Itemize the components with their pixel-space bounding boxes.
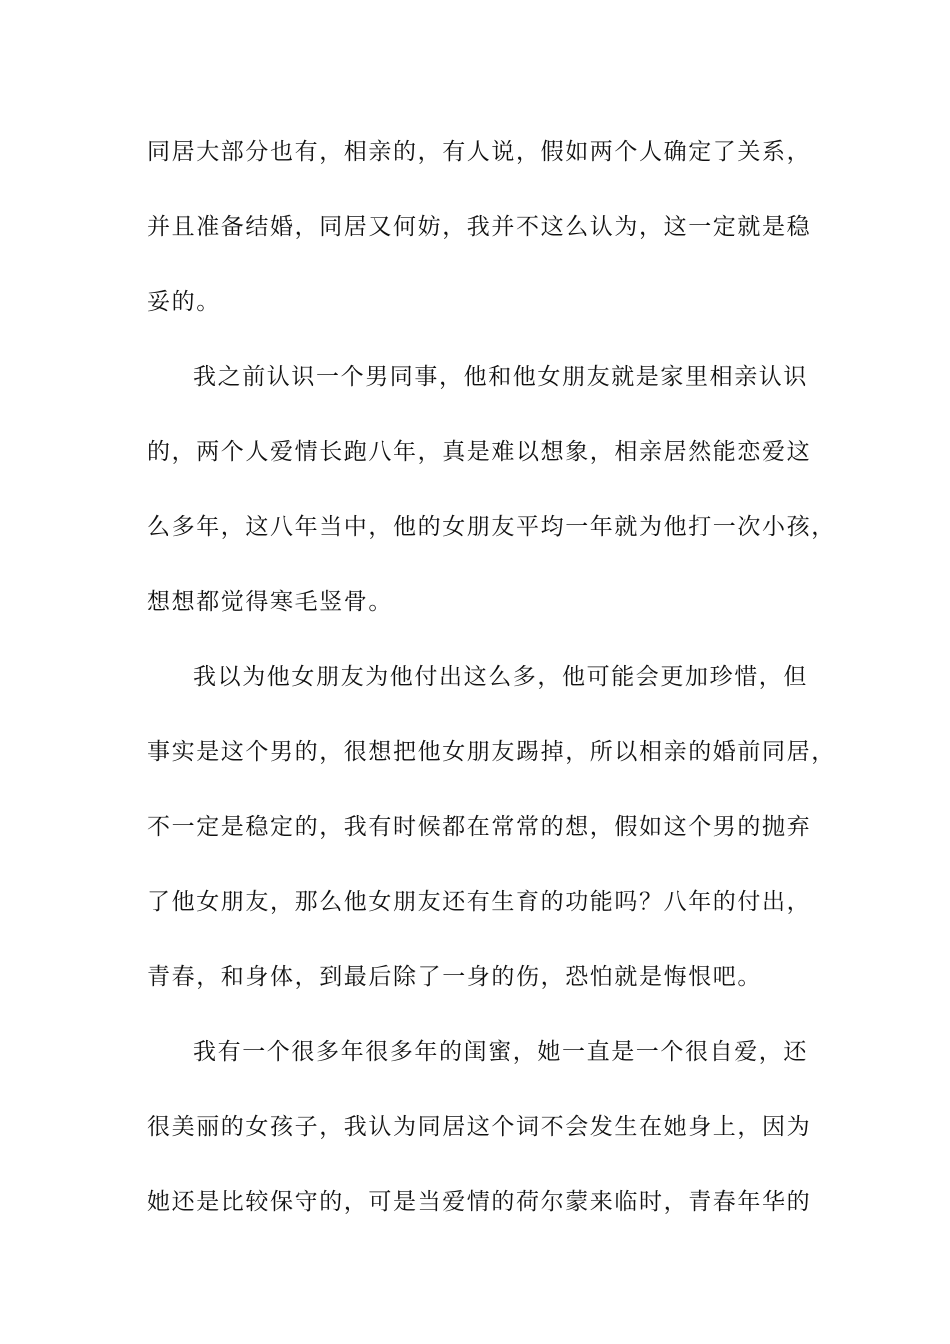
paragraph-line: 事实是这个男的，很想把他女朋友踢掉，所以相亲的婚前同居，: [147, 739, 836, 765]
paragraph-line: 不一定是稳定的，我有时候都在常常的想，假如这个男的抛弃: [147, 814, 812, 840]
paragraph-line: 我有一个很多年很多年的闺蜜，她一直是一个很自爱，还: [193, 1039, 808, 1065]
paragraph-line: 的，两个人爱情长跑八年，真是难以想象，相亲居然能恋爱这: [147, 439, 812, 465]
paragraph-line: 青春，和身体，到最后除了一身的伤，恐怕就是悔恨吧。: [147, 964, 762, 990]
paragraph-line: 我之前认识一个男同事，他和他女朋友就是家里相亲认识: [193, 364, 808, 390]
paragraph-line: 么多年，这八年当中，他的女朋友平均一年就为他打一次小孩，: [147, 514, 836, 540]
paragraph-line: 并且准备结婚，同居又何妨，我并不这么认为，这一定就是稳: [147, 214, 812, 240]
paragraph-line: 妥的。: [147, 289, 221, 315]
paragraph-line: 她还是比较保守的，可是当爱情的荷尔蒙来临时，青春年华的: [147, 1189, 812, 1215]
paragraph-line: 很美丽的女孩子，我认为同居这个词不会发生在她身上，因为: [147, 1114, 812, 1140]
paragraph-line: 了他女朋友，那么他女朋友还有生育的功能吗？八年的付出，: [147, 889, 812, 915]
paragraph-line: 同居大部分也有，相亲的，有人说，假如两个人确定了关系，: [147, 139, 812, 165]
paragraph-line: 我以为他女朋友为他付出这么多，他可能会更加珍惜，但: [193, 664, 808, 690]
paragraph-line: 想想都觉得寒毛竖骨。: [147, 589, 393, 615]
